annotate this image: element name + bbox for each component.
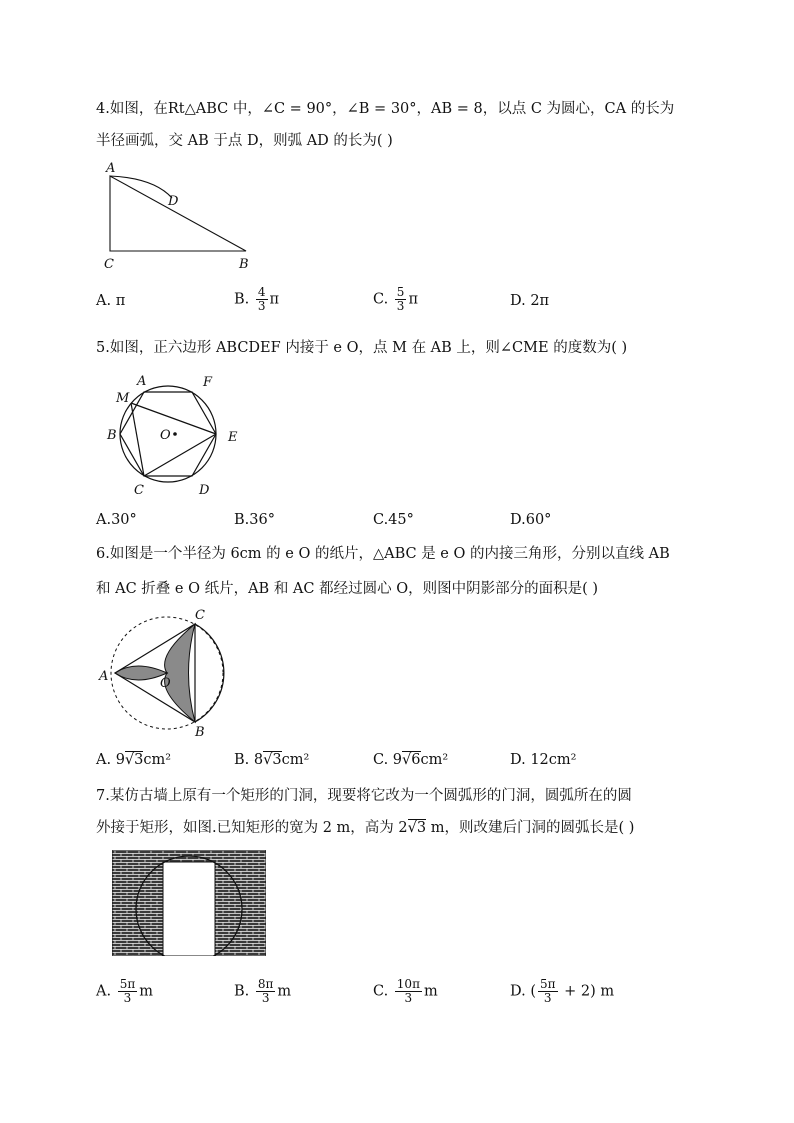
q6-stem-line1: 6.如图是一个半径为 6cm 的 e O 的纸片，△ABC 是 e O 的内接三角形，分别以直线 AB <box>96 546 670 562</box>
q7-option-a[interactable]: A. $\frac{5\pi}{3}$ m <box>96 977 153 1005</box>
q4-option-b[interactable]: B. $\frac{4}{3}$ π <box>234 285 280 313</box>
q6-figure <box>96 604 236 740</box>
q7-door-rectangle <box>163 862 215 956</box>
q7-option-a-fraction: $\frac{5\pi}{3}$ <box>119 977 136 1005</box>
q4-triangle <box>110 176 246 251</box>
q4-stem-line1: 4.如图，在Rt△ABC 中，∠C = 90°，∠B = 30°，AB = 8，以点 C 为圆心，CA 的长为 <box>96 101 675 117</box>
q6-option-a[interactable]: A. 9√3cm² <box>96 752 172 768</box>
q7-option-d[interactable]: D. ( $\frac{5\pi}{3}$ + 2) m <box>510 977 615 1005</box>
q4-figure <box>96 158 266 273</box>
q5-label-d: D <box>199 483 210 498</box>
q6-label-o: O <box>160 676 171 691</box>
q6-option-b-sqrt: √3 <box>263 752 282 768</box>
q7-option-b[interactable]: B. $\frac{8\pi}{3}$ m <box>234 977 292 1005</box>
q5-label-c: C <box>134 483 144 498</box>
q6-option-b[interactable]: B. 8√3cm² <box>234 752 310 768</box>
q6-stem-line2: 和 AC 折叠 e O 纸片，AB 和 AC 都经过圆心 O，则图中阴影部分的面积是( ) <box>96 581 599 597</box>
q4-arc-ad <box>110 176 172 198</box>
q6-option-c[interactable]: C. 9√6cm² <box>373 752 449 768</box>
q5-option-c[interactable]: C.45° <box>373 512 414 528</box>
q4-option-c[interactable]: C. $\frac{5}{3}$ π <box>373 285 418 313</box>
q6-label-c: C <box>195 608 205 623</box>
q5-segment-ce <box>144 434 216 476</box>
q5-option-d[interactable]: D.60° <box>510 512 552 528</box>
q7-sqrt: √3 <box>407 820 427 836</box>
q5-label-a: A <box>137 374 147 389</box>
q4-label-a: A <box>106 161 116 176</box>
q6-arc-right <box>195 624 224 722</box>
q7-option-c[interactable]: C. $\frac{10\pi}{3}$ m <box>373 977 438 1005</box>
q7-stem-line2: 外接于矩形，如图.已知矩形的宽为 2 m，高为 2√3 m，则改建后门洞的圆弧长是( ) <box>96 820 635 836</box>
q5-label-m: M <box>116 391 130 406</box>
q4-option-a[interactable]: A. π <box>96 293 126 309</box>
q5-figure <box>104 370 254 500</box>
q5-label-e: E <box>228 430 238 445</box>
q6-label-b: B <box>195 725 205 740</box>
q5-label-f: F <box>203 375 213 390</box>
q4-stem-line2: 半径画弧，交 AB 于点 D，则弧 AD 的长为( ) <box>96 133 393 149</box>
q5-option-b[interactable]: B.36° <box>234 512 275 528</box>
q5-segment-me <box>131 403 216 434</box>
q5-option-a[interactable]: A.30° <box>96 512 137 528</box>
q7-option-d-fraction: $\frac{5\pi}{3}$ <box>539 977 556 1005</box>
q5-stem-line1: 5.如图，正六边形 ABCDEF 内接于 e O，点 M 在 AB 上，则∠CME 的度数为( ) <box>96 340 628 356</box>
q5-center-dot <box>173 432 177 436</box>
q5-label-o: O <box>160 428 171 443</box>
q7-figure <box>112 850 266 956</box>
q4-option-d[interactable]: D. 2π <box>510 293 550 309</box>
q6-option-c-sqrt: √6 <box>402 752 421 768</box>
q7-option-c-fraction: $\frac{10\pi}{3}$ <box>396 977 420 1005</box>
q6-option-a-sqrt: √3 <box>124 752 144 768</box>
q6-option-d[interactable]: D. 12cm² <box>510 752 577 768</box>
q4-label-d: D <box>168 194 179 209</box>
q4-label-c: C <box>104 257 114 272</box>
q4-option-c-fraction: $\frac{5}{3}$ <box>396 285 405 313</box>
q7-option-b-fraction: $\frac{8\pi}{3}$ <box>257 977 274 1005</box>
q7-stem-line1: 7.某仿古墙上原有一个矩形的门洞，现要将它改为一个圆弧形的门洞，圆弧所在的圆 <box>96 788 632 804</box>
q6-shaded-region <box>115 624 195 722</box>
q4-label-b: B <box>239 257 249 272</box>
q4-option-b-fraction: $\frac{4}{3}$ <box>257 285 266 313</box>
q5-label-b: B <box>107 428 117 443</box>
q6-label-a: A <box>99 669 109 684</box>
